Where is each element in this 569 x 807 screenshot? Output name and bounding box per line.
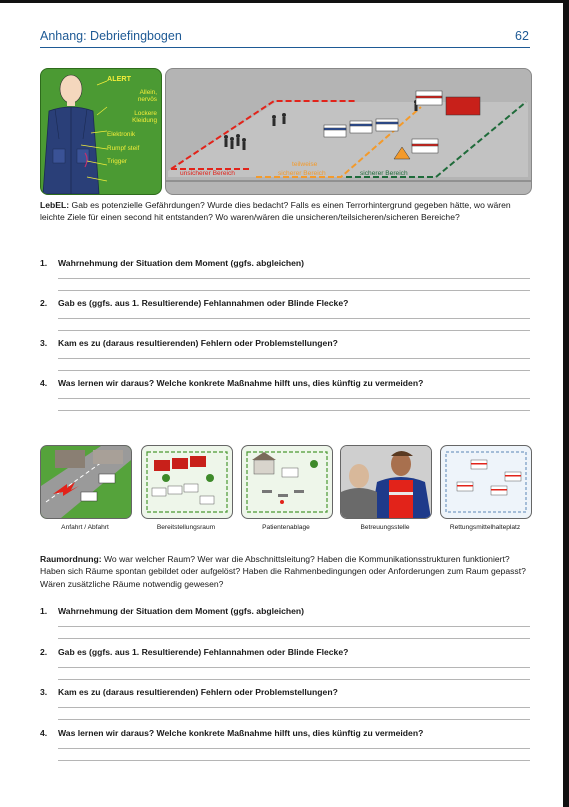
staging-area-illustration — [142, 446, 232, 518]
raumordnung-text: Wo war welcher Raum? Wer war die Abschnittsleitung? Haben die Kommunikationsstrukturen funktioniert? Haben sich Räume spontan gebildet oder aufgelöst? Haben die Rahmenbedingungen oder Anforderungen zum Raum gepasst? Wären zusätzliche Räume notwendig gewesen? — [40, 554, 526, 589]
answer-line[interactable] — [58, 719, 530, 720]
question-text: Wahrnehmung der Situation dem Moment (ggfs. abgleichen) — [58, 606, 305, 616]
alert-item: Trigger — [107, 158, 128, 166]
alert-item-line: Lockere — [134, 109, 157, 117]
answer-line[interactable] — [58, 290, 530, 291]
answer-line[interactable] — [58, 667, 530, 668]
answer-line[interactable] — [58, 679, 530, 680]
answer-line[interactable] — [58, 370, 530, 371]
question-item — [40, 378, 530, 388]
answer-line[interactable] — [58, 358, 530, 359]
approach-road-illustration — [41, 446, 131, 518]
safety-zones-diagram — [166, 69, 531, 194]
question-item — [40, 606, 530, 616]
question-text: Was lernen wir daraus? Welche konkrete Maßnahme hilft uns, dies künftig zu vermeiden? — [58, 378, 424, 388]
answer-line[interactable] — [58, 707, 530, 708]
tile-rettungsmittelhalteplatz — [440, 445, 532, 519]
zone-label-unsafe: unsicherer Bereich — [180, 170, 235, 177]
alert-item: Rumpf steif — [107, 144, 140, 152]
question-text: Kam es zu (daraus resultierenden) Fehlern oder Problemstellungen? — [58, 687, 338, 697]
tile-label-betreuungsstelle: Betreuungsstelle — [360, 524, 410, 531]
alert-item-line: Kleidung — [132, 117, 157, 125]
question-text: Gab es (ggfs. aus 1. Resultierende) Fehlannahmen oder Blinde Flecke? — [58, 298, 349, 308]
answer-line[interactable] — [58, 638, 530, 639]
lebel-paragraph — [40, 199, 530, 224]
tile-label-anfahrt: Anfahrt / Abfahrt — [61, 524, 109, 531]
page-title: Anhang: Debriefingbogen — [40, 29, 182, 43]
answer-line[interactable] — [58, 398, 530, 399]
tile-label-bereitstellungsraum: Bereitstellungsraum — [156, 524, 216, 531]
care-station-illustration — [341, 446, 431, 518]
alert-item-line: nervös — [137, 96, 157, 104]
answer-line[interactable] — [58, 410, 530, 411]
lebel-text: Gab es potenzielle Gefährdungen? Wurde dies bedacht? Falls es einen Terrorhintergrund gegeben hätte, wo wären leichte Ziele für einen second hit entstanden? Wo waren/wären die unsicheren/teilsicheren/sicheren Bereiche? — [40, 200, 511, 223]
question-number: 1. — [40, 258, 48, 268]
question-number: 3. — [40, 338, 48, 348]
page-number: 62 — [515, 29, 529, 43]
header-divider — [40, 47, 530, 48]
answer-line[interactable] — [58, 318, 530, 319]
alert-item — [107, 110, 161, 125]
alert-item: ALERT — [107, 74, 131, 83]
question-item — [40, 728, 530, 738]
tile-patientenablage — [241, 445, 333, 519]
raumordnung-label: Raumordnung: — [40, 554, 102, 564]
question-number: 1. — [40, 606, 48, 616]
lebel-label: LebEL: — [40, 200, 70, 210]
patient-collection-illustration — [242, 446, 332, 518]
answer-line[interactable] — [58, 760, 530, 761]
question-item — [40, 298, 530, 308]
answer-line[interactable] — [58, 626, 530, 627]
answer-line[interactable] — [58, 278, 530, 279]
question-item — [40, 258, 530, 268]
tile-anfahrt-abfahrt — [40, 445, 132, 519]
tile-bereitstellungsraum — [141, 445, 233, 519]
page-frame-right — [563, 0, 569, 807]
answer-line[interactable] — [58, 748, 530, 749]
alert-illustration — [40, 68, 162, 195]
question-number: 3. — [40, 687, 48, 697]
alert-item-line: Allein, — [139, 88, 157, 96]
safety-zones-illustration — [165, 68, 532, 195]
alert-item: Elektronik — [107, 130, 136, 138]
question-number: 2. — [40, 647, 48, 657]
question-text: Gab es (ggfs. aus 1. Resultierende) Fehlannahmen oder Blinde Flecke? — [58, 647, 349, 657]
question-item — [40, 338, 530, 348]
alert-item — [107, 89, 161, 104]
question-item — [40, 687, 530, 697]
question-number: 4. — [40, 378, 48, 388]
tile-label-patientenablage: Patientenablage — [262, 524, 310, 531]
tile-label-rettungsmittelhalteplatz: Rettungsmittelhalteplatz — [449, 524, 521, 531]
question-number: 4. — [40, 728, 48, 738]
zone-label-safe: sicherer Bereich — [360, 170, 408, 177]
alert-indicator-list — [107, 75, 161, 172]
zone-label-partial-line2: sicherer Bereich — [278, 170, 326, 177]
question-text: Kam es zu (daraus resultierenden) Fehlern oder Problemstellungen? — [58, 338, 338, 348]
question-text: Was lernen wir daraus? Welche konkrete Maßnahme hilft uns, dies künftig zu vermeiden? — [58, 728, 424, 738]
question-number: 2. — [40, 298, 48, 308]
zone-label-partial-line1: teilweise — [292, 161, 318, 168]
tile-betreuungsstelle — [340, 445, 432, 519]
raumordnung-paragraph — [40, 553, 530, 590]
page-frame-top — [0, 0, 569, 3]
ambulance-holding-illustration — [441, 446, 531, 518]
question-text: Wahrnehmung der Situation dem Moment (ggfs. abgleichen) — [58, 258, 305, 268]
answer-line[interactable] — [58, 330, 530, 331]
question-item — [40, 647, 530, 657]
